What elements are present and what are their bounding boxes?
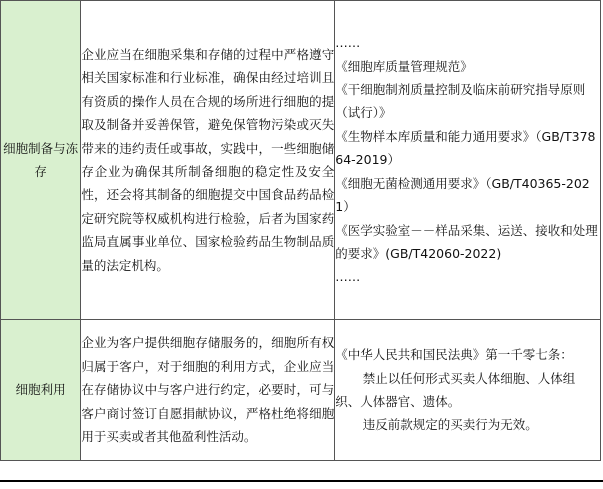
regulation-item: 《医学实验室－－样品采集、运送、接收和处理的要求》(GB/T42060-2022) — [335, 222, 598, 261]
category-label: 细胞制备与冻存 — [3, 140, 79, 179]
bottom-rule — [0, 480, 603, 482]
regulation-item: 《细胞库质量管理规范》 — [335, 58, 473, 74]
regulation-cell — [335, 1, 601, 320]
content-text: 企业应当在细胞采集和存储的过程中严格遵守相关国家标准和行业标准，确保由经过培训且有资质的操作人员在合规的场所进行细胞的提取及制备并妥善保管，避免保管物污染或灭失带来的违约责任或事故，实践中，一些细胞储存企业为确保其所制备细胞的稳定性及安全性，还会将其制备的细胞提交中国食品药品检定研究院等权威机构进行检验，后者为国家药监局直属事业单位、国家检验药品生物制品质量的法定机构。 — [81, 46, 335, 273]
content-text: 企业为客户提供细胞存储服务的，细胞所有权归属于客户，对于细胞的利用方式，企业应当在存储协议中与客户进行约定，必要时，可与客户商讨签订自愿捐献协议，严格杜绝将细胞用于买卖或者其他盈利性活动。 — [81, 335, 335, 445]
category-cell — [1, 320, 81, 461]
category-cell — [1, 1, 81, 320]
table-row — [1, 320, 601, 461]
law-title: 《中华人民共和国民法典》第一千零七条： — [335, 347, 573, 363]
regulation-item: 《生物样本库质量和能力通用要求》（GB/T37864-2019） — [335, 128, 596, 168]
regulation-item: …… — [335, 35, 361, 51]
content-cell — [81, 1, 335, 320]
regulation-item: 《干细胞制剂质量控制及临床前研究指导原则（试行）》 — [335, 82, 586, 121]
category-label: 细胞利用 — [15, 382, 66, 398]
table-row — [1, 1, 601, 320]
regulation-cell — [335, 320, 601, 461]
law-clause: 禁止以任何形式买卖人体细胞、人体组织、人体器官、遗体。 — [335, 370, 576, 409]
law-clause: 违反前款规定的买卖行为无效。 — [362, 417, 538, 433]
content-cell — [81, 320, 335, 461]
regulation-item: …… — [335, 269, 361, 285]
regulation-item: 《细胞无菌检测通用要求》（GB/T40365-2021） — [335, 175, 590, 215]
